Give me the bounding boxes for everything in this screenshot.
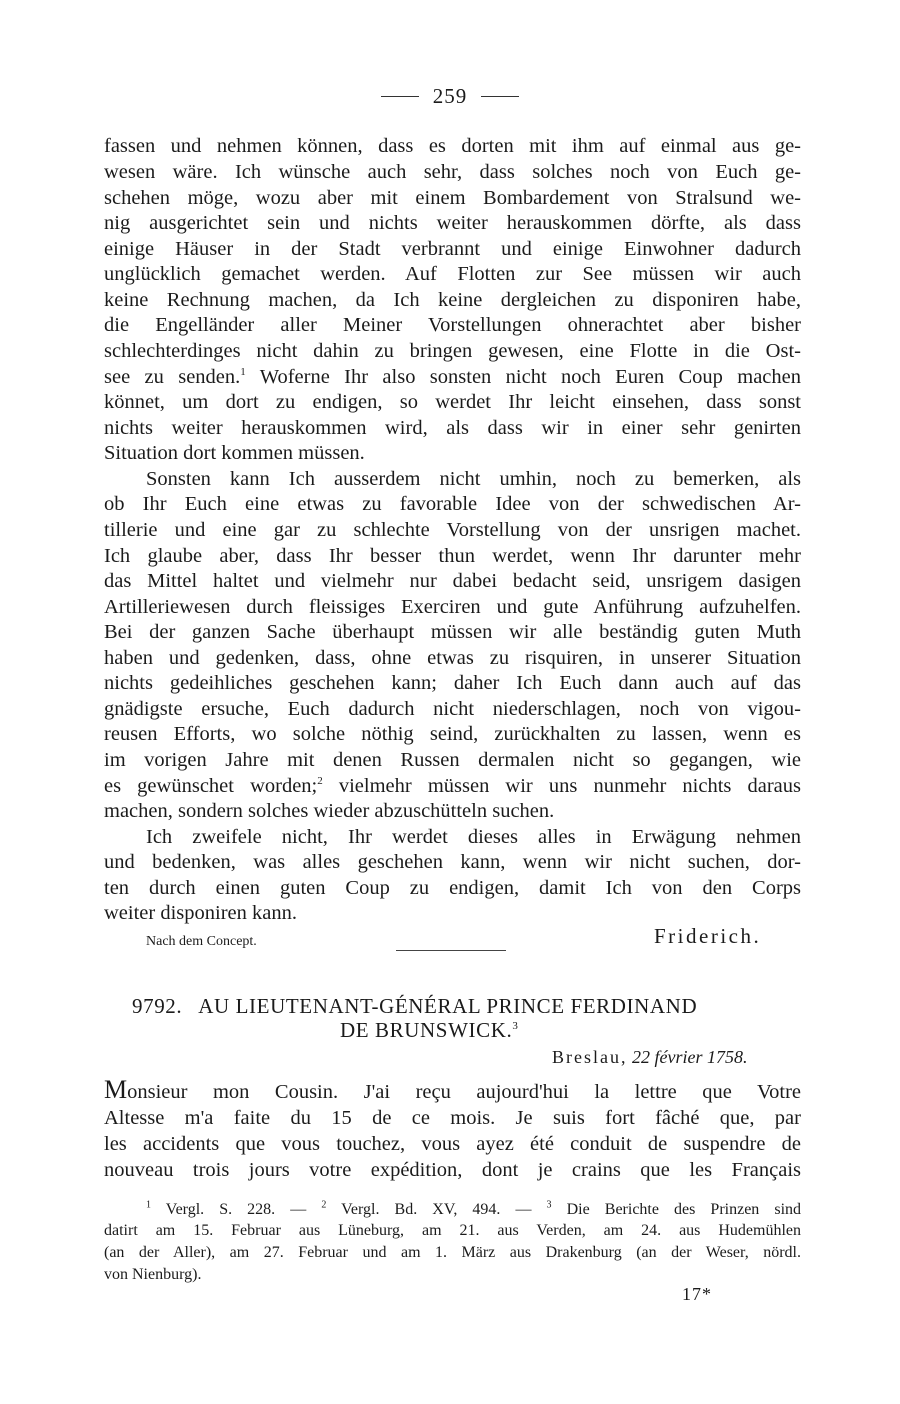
footnote-text: Die Berichte des Prinzen sind xyxy=(566,1201,802,1218)
body-line: die Engelländer aller Meiner Vorstellungen ohnerachtet aber bisher xyxy=(104,314,801,336)
footnote-mark: 2 xyxy=(321,1199,327,1211)
body-line: weiter disponiren kann. xyxy=(104,902,297,924)
signature-mark: 17* xyxy=(682,1284,712,1304)
letter-line: nouveau trois jours votre expédition, dont je crains que les Français xyxy=(104,1159,801,1181)
body-line: keine Rechnung machen, da Ich keine dergleichen zu disponiren habe, xyxy=(104,289,801,311)
header-dash-right xyxy=(481,96,519,97)
body-line-segment: Woferne Ihr also sonsten nicht noch Euren Coup machen xyxy=(259,366,801,388)
header-dash-left xyxy=(381,96,419,97)
body-line: nichts gedeihliches geschehen kann; daher Ich Euch dann auch auf das xyxy=(104,672,801,694)
body-line: wesen wäre. Ich wünsche auch sehr, dass solches noch von Euch ge- xyxy=(104,161,801,183)
letter-heading xyxy=(132,994,697,1019)
body-line: Situation dort kommen müssen. xyxy=(104,442,365,464)
body-line: Bei der ganzen Sache überhaupt müssen wir alle beständig guten Muth xyxy=(104,621,801,643)
body-line: schlechterdinges nicht dahin zu bringen gewesen, eine Flotte in die Ost- xyxy=(104,340,801,362)
dateline-place: Breslau, xyxy=(552,1047,628,1067)
letter-line-rest: onsieur mon Cousin. J'ai reçu aujourd'hui la lettre que Votre xyxy=(127,1081,801,1103)
body-line: tillerie und eine gar zu schlechte Vorstellung von der unsrigen machet. xyxy=(104,519,801,541)
body-line-with-footnote xyxy=(104,773,801,799)
body-line: einige Häuser in der Stadt verbrannt und einige Einwohner dadurch xyxy=(104,238,801,260)
dateline xyxy=(552,1047,747,1068)
letter-line xyxy=(104,1077,801,1105)
body-line-segment: see zu senden. xyxy=(104,366,241,388)
footnote-line: von Nienburg). xyxy=(104,1266,202,1283)
body-line: machen, sondern solches wieder abzuschütteln suchen. xyxy=(104,800,555,822)
body-line: fassen und nehmen können, dass es dorten mit ihm auf einmal aus ge- xyxy=(104,135,801,157)
body-line: Sonsten kann Ich ausserdem nicht umhin, noch zu bemerken, als xyxy=(146,468,801,490)
body-line: reusen Efforts, wo solche nöthig seind, zurückhalten zu lassen, wenn es xyxy=(104,723,801,745)
body-line: Ich zweifele nicht, Ihr werdet dieses alles in Erwägung nehmen xyxy=(146,826,801,848)
letter-number: 9792. xyxy=(132,994,183,1018)
dateline-date: 22 février 1758. xyxy=(631,1047,748,1067)
body-line: nichts weiter herauskommen wird, als dass wir in einer sehr genirten xyxy=(104,417,801,439)
footnote-mark: 3 xyxy=(512,1020,519,1032)
footnote-line: (an der Aller), am 27. Februar und am 1. März aus Drakenburg (an der Weser, nördl. xyxy=(104,1244,801,1261)
signature: Friderich. xyxy=(654,924,762,948)
footnote-line: datirt am 15. Februar aus Lüneburg, am 21. aus Verden, am 24. aus Hudemühlen xyxy=(104,1222,801,1239)
letter-title-line2: DE BRUNSWICK. xyxy=(340,1018,513,1042)
body-line: ob Ihr Euch eine etwas zu favorable Idee von der schwedischen Ar- xyxy=(104,493,801,515)
footnote-mark: 1 xyxy=(240,366,246,379)
source-note: Nach dem Concept. xyxy=(146,934,257,949)
body-line: ten durch einen guten Coup zu endigen, damit Ich von den Corps xyxy=(104,877,801,899)
footnote-mark: 2 xyxy=(317,775,323,788)
letter-title-line1: AU LIEUTENANT-GÉNÉRAL PRINCE FERDINAND xyxy=(198,994,698,1018)
letter-heading-line2 xyxy=(340,1018,518,1043)
body-line: schehen möge, wozu aber mit einem Bombardement von Stralsund we- xyxy=(104,187,801,209)
body-line: das Mittel haltet und vielmehr nur dabei bedacht seid, unsrigem dasigen xyxy=(104,570,801,592)
page-header xyxy=(0,84,900,109)
footnote-mark: 1 xyxy=(146,1199,151,1211)
body-line: im vorigen Jahre mit denen Russen dermalen nicht so gegangen, wie xyxy=(104,749,801,771)
body-line: und bedenken, was alles geschehen kann, wenn wir nicht suchen, dor- xyxy=(104,851,801,873)
body-line: gnädigste ersuche, Euch dadurch nicht niederschlagen, noch von vigou- xyxy=(104,698,801,720)
letter-line: les accidents que vous touchez, vous ayez été conduit de suspendre de xyxy=(104,1133,801,1155)
body-line: nig ausgerichtet sein und nichts weiter herauskommen dörfte, als dass xyxy=(104,212,801,234)
body-line: unglücklich gemachet werden. Auf Flotten zur See müssen wir auch xyxy=(104,263,801,285)
body-line-segment: vielmehr müssen wir uns nunmehr nichts daraus xyxy=(338,775,802,797)
body-line: haben und gedenken, dass, ohne etwas zu risquiren, in unserer Situation xyxy=(104,647,801,669)
body-line: Artilleriewesen durch fleissiges Exerciren und gute Anführung aufzuhelfen. xyxy=(104,596,801,618)
separator-rule xyxy=(396,950,506,951)
footnote-line xyxy=(146,1200,801,1220)
initial-letter: M xyxy=(104,1075,128,1104)
footnote-text: Vergl. S. 228. — xyxy=(165,1201,307,1218)
body-line-segment: es gewünschet worden; xyxy=(104,775,318,797)
letter-line: Altesse m'a faite du 15 de ce mois. Je suis fort fâché que, par xyxy=(104,1107,801,1129)
page-number: 259 xyxy=(432,84,468,108)
body-line-with-footnote xyxy=(104,364,801,390)
footnote-text: Vergl. Bd. XV, 494. — xyxy=(341,1201,532,1218)
body-line: könnet, um dort zu endigen, so werdet Ihr leicht einsehen, dass sonst xyxy=(104,391,801,413)
footnote-mark: 3 xyxy=(546,1199,552,1211)
body-line: Ich glaube aber, dass Ihr besser thun werdet, wenn Ihr darunter mehr xyxy=(104,545,801,567)
